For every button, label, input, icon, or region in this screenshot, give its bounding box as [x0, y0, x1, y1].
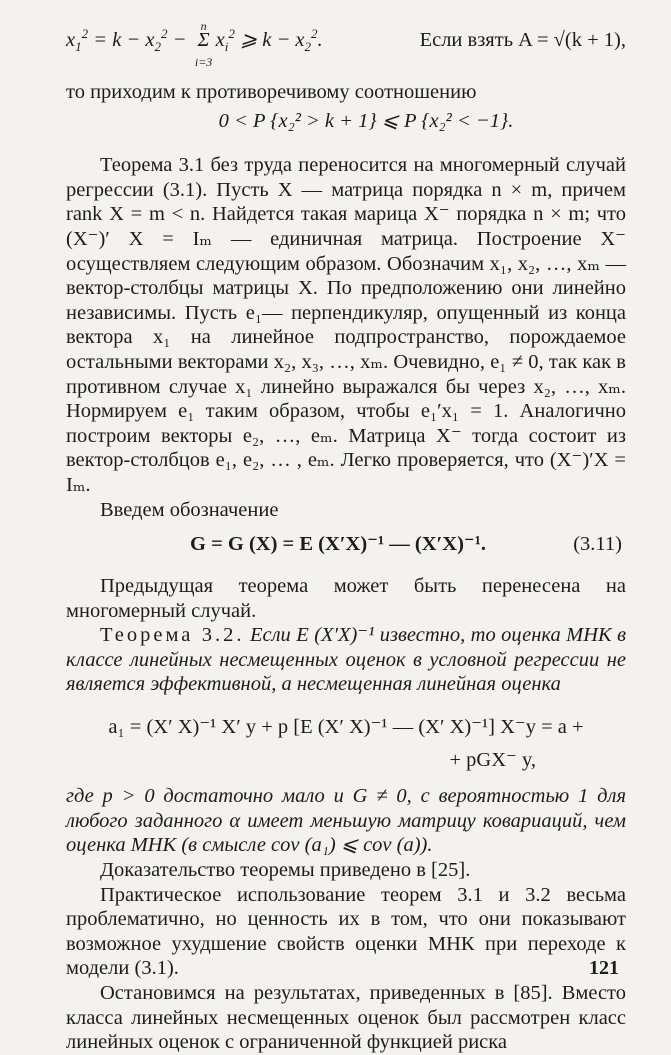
- formula-top-left: $x_1^2 = k - x_2^2 - \Sigma$ n i=3 $x_i^2$ ⩾ $k - x_2^2$.: [66, 19, 323, 69]
- formula-top: [66, 19, 626, 80]
- paragraph-proof-ref: Доказательство теоремы приведено в [25].: [100, 859, 471, 882]
- page-body: [66, 19, 626, 1055]
- paragraph-theorem-3-1: Теорема 3.1 без труда переносится на многомерный случай регрессии (3.1). Пусть X — матрица порядка n × m, причем rank X = m < n. Найдется такая марица X⁻ порядка n × m; что (X⁻)′ X = Iₘ — единичная матрица. Построение X⁻ осуществляем следующим образом. Обозначим x₁, x₂, …, xₘ — вектор-столбцы матрицы X. По предположению они линейно независимы. Пусть e₁— перпендикуляр, опущенный из конца вектора x₁ на линейное подпространство, порождаемое остальными векторами x₂, x₃, …, xₘ. Очевидно, e₁ ≠ 0, так как в противном случае x₁ линейно выражался бы через x₂, …, xₘ. Нормируем e₁ таким образом, чтобы e₁′x₁ = 1. Аналогично построим векторы e₂, …, eₘ. Матрица X⁻ тогда состоит из вектор-столбцов e₁, e₂, … , eₘ. Легко проверяется, что (X⁻)′X = Iₘ.: [66, 154, 626, 496]
- formula-contradiction: 0 < P {x₂² > k + 1} ⩽ P {x₂² < −1}.: [218, 109, 514, 132]
- formula-top-right: Если взять A = √(k + 1),: [419, 29, 626, 51]
- line-contradiction: то приходим к противоречивому соотношению: [66, 81, 477, 103]
- theorem-3-2-continuation: где p > 0 достаточно мало и G ≠ 0, с вероятностью 1 для любого заданного α имеет меньшую матрицу ковариаций, чем оценка МНК (в смысле cov (a₁) ⩽ cov (a)).: [66, 785, 626, 857]
- theorem-3-2-text: Если E (X′X)⁻¹ известно, то оценка МНК в классе линейных несмещенных оценок в условной регрессии не является эффективной, а несмещенная линейная оценка: [66, 624, 626, 696]
- theorem-3-2: [66, 623, 626, 697]
- paragraph-results: Остановимся на результатах, приведенных в [85]. Вместо класса линейных несмещенных оценок был рассмотрен класс линейных оценок с ограниченной функцией риска: [66, 982, 626, 1054]
- page-number: 121: [589, 957, 619, 979]
- formula-g-number: (3.11): [573, 533, 622, 556]
- formula-g-expression: G = G (X) = E (X′X)⁻¹ — (X′X)⁻¹.: [190, 533, 486, 556]
- paragraph-practical: Практическое использование теорем 3.1 и 3.2 весьма проблематично, но ценность их в том, что они показывают возможное ухудшение свойств оценки МНК при переходе к модели (3.1).: [66, 883, 626, 980]
- theorem-3-2-label: Теорема 3.2.: [100, 624, 245, 647]
- formula-g: [66, 530, 626, 564]
- formula-a1-line1: a₁ = (X′ X)⁻¹ X′ y + p [E (X′ X)⁻¹ — (X′ X)⁻¹] X⁻y = a +: [108, 716, 584, 739]
- sum-symbol: Σ n i=3: [194, 19, 213, 69]
- intro-notation: Введем обозначение: [100, 498, 279, 521]
- paragraph-previous-theorem: Предыдущая теорема может быть перенесена на многомерный случай.: [66, 575, 626, 622]
- formula-a1-line2: + pGX⁻ y,: [449, 748, 536, 771]
